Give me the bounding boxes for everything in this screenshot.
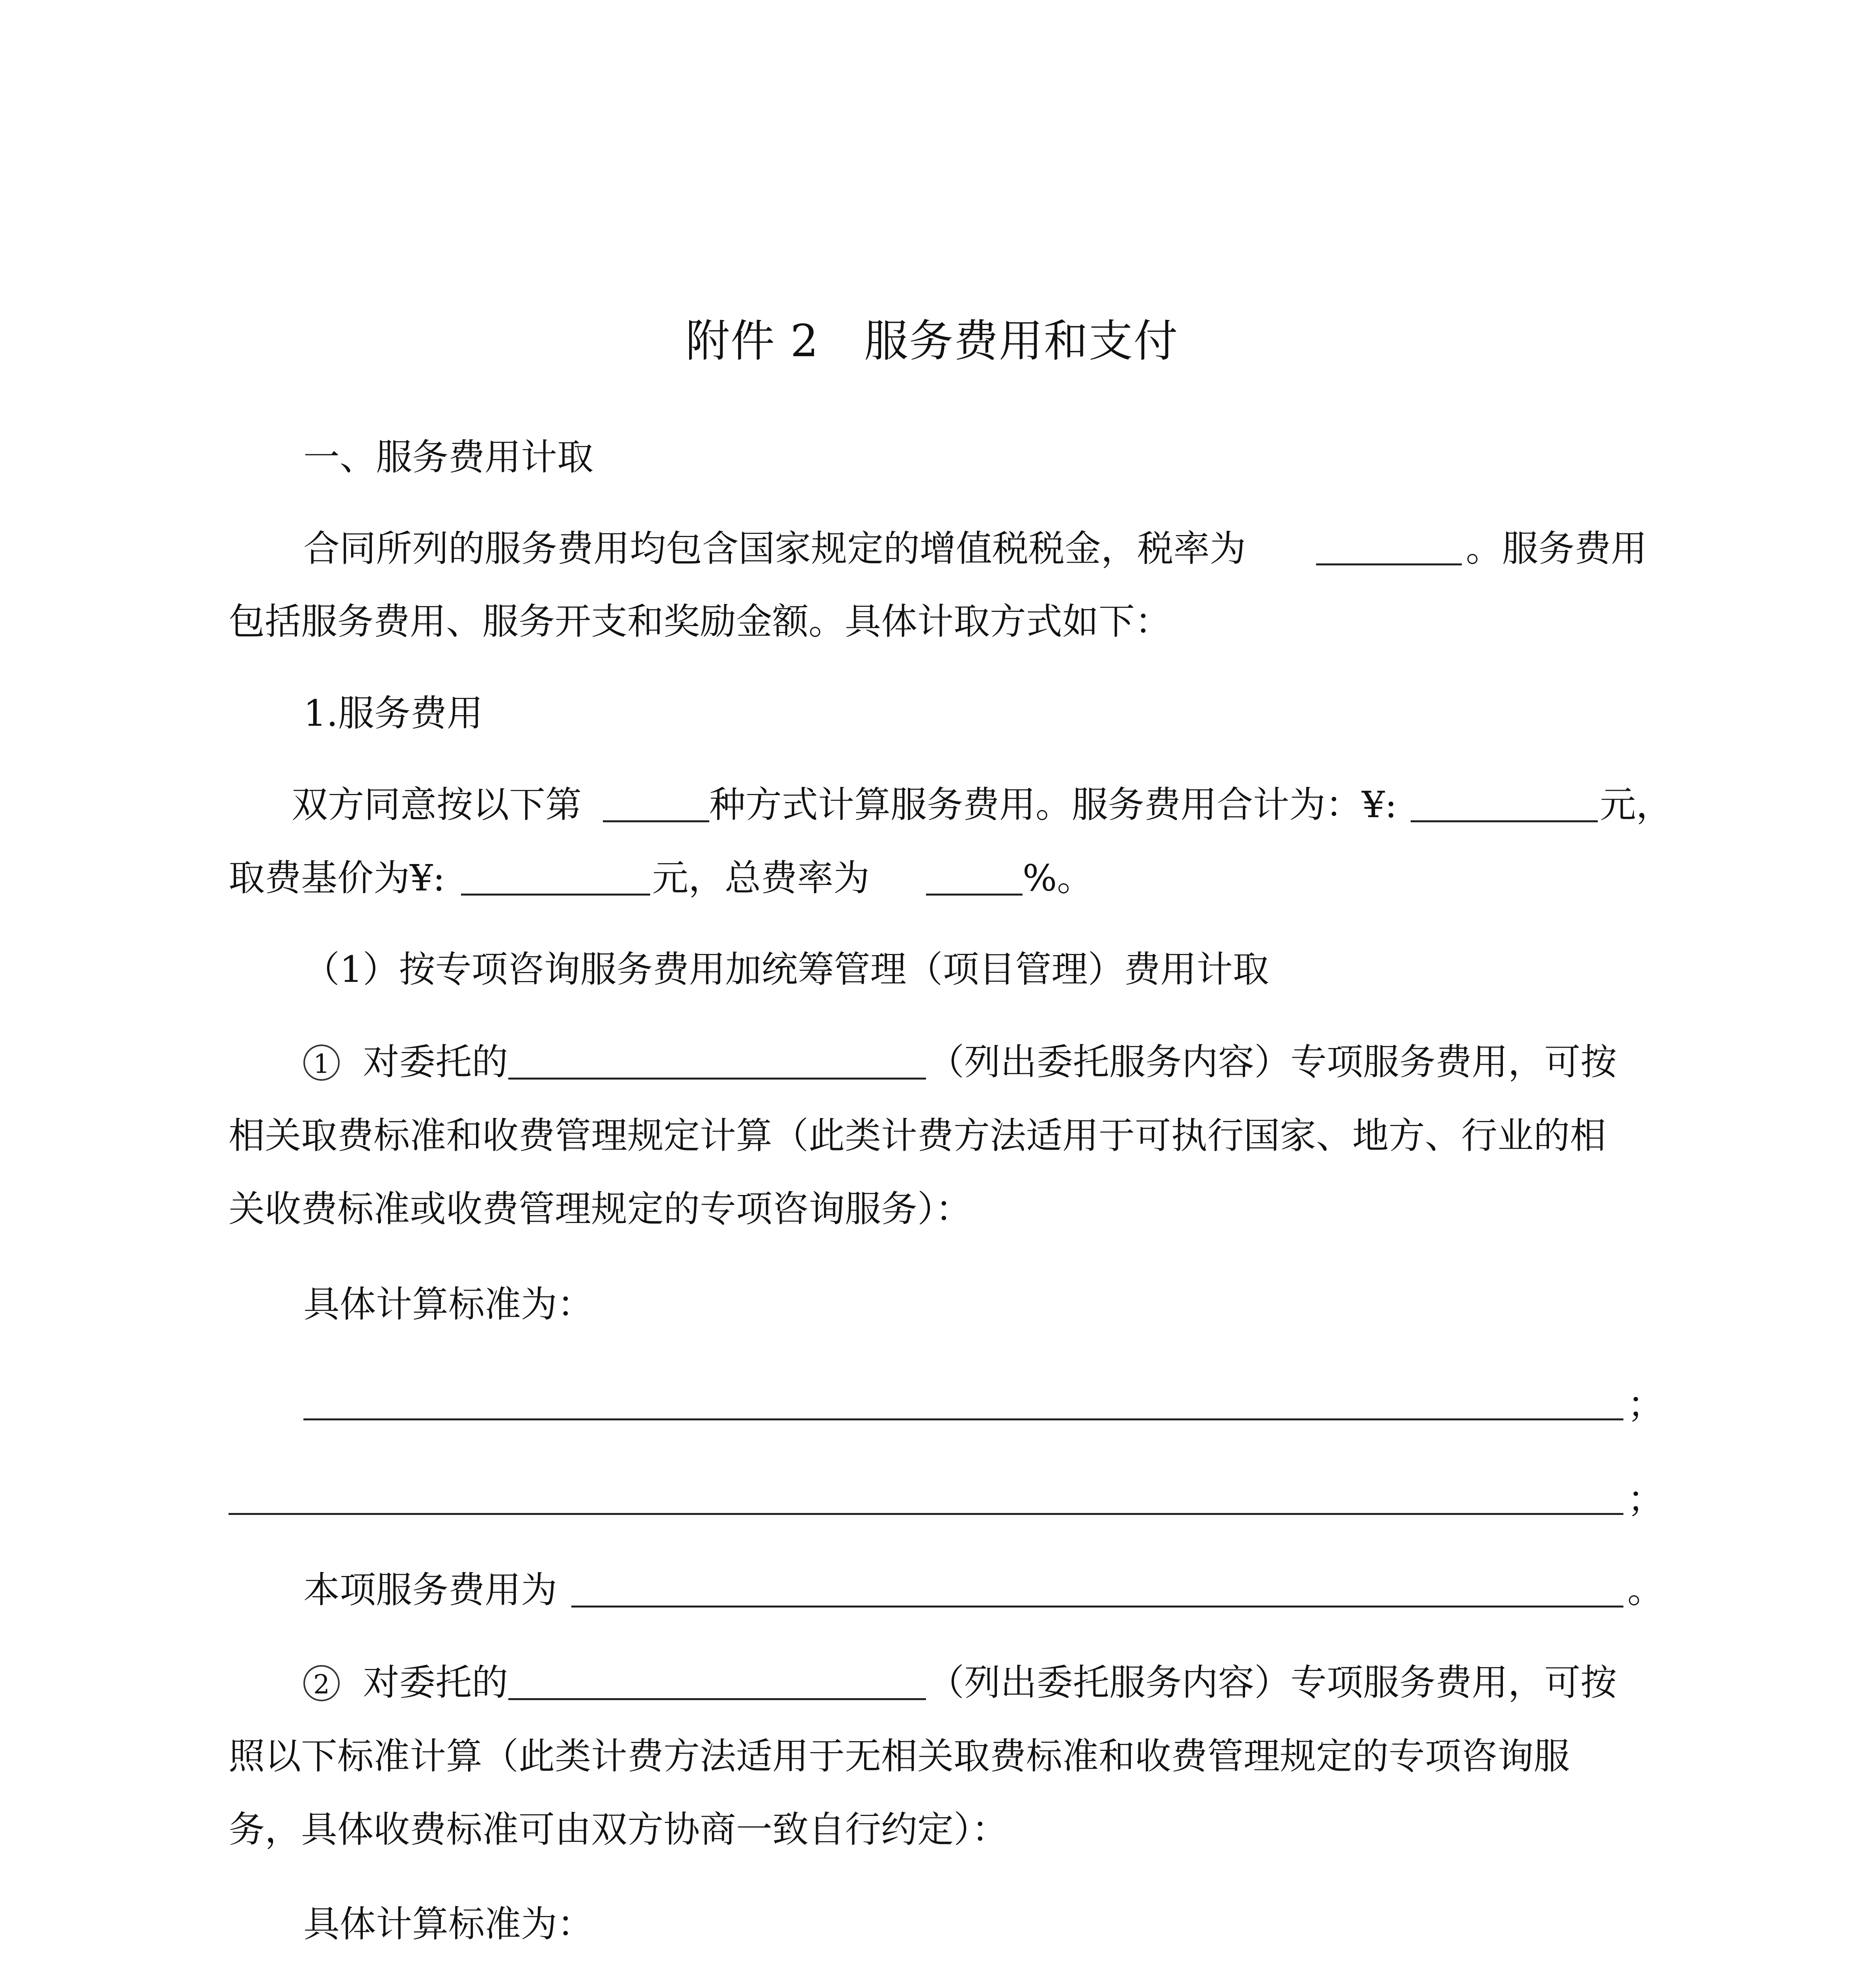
tax-text-a: 合同所列的服务费用均包含国家规定的增值税税金，税率为: [303, 528, 1246, 570]
item-1-period: 。: [1627, 1569, 1664, 1611]
method-text-a: 双方同意按以下第: [292, 784, 582, 826]
method-text-c: 元，: [1600, 784, 1673, 826]
method-number-blank[interactable]: [603, 820, 709, 822]
item-1-semicolon-1: ；: [1627, 1384, 1664, 1426]
tax-text-c: 包括服务费用、服务开支和奖励金额。具体计取方式如下：: [229, 600, 1171, 643]
item-1-standard-blank-2[interactable]: [229, 1513, 1623, 1515]
item-2-standard-label: 具体计算标准为：: [303, 1903, 594, 1945]
method-text-b: 种方式计算服务费用。服务费用合计为：¥:: [709, 784, 1397, 826]
item-1-number-circle: 1: [303, 1044, 340, 1081]
item-1-standard-blank-1[interactable]: [303, 1418, 1623, 1420]
tax-text-b: 。服务费用: [1466, 528, 1647, 570]
item-1-text-d: 关收费标准或收费管理规定的专项咨询服务）：: [229, 1188, 972, 1230]
method-text-d: 取费基价为¥:: [229, 857, 445, 899]
fee-rate-blank[interactable]: [926, 894, 1023, 896]
section-heading: 一、服务费用计取: [303, 436, 594, 478]
method-text-f: %。: [1023, 857, 1093, 899]
total-fee-blank[interactable]: [1411, 820, 1598, 822]
item-1-standard-label: 具体计算标准为：: [303, 1283, 594, 1325]
item-1-text-b: （列出委托服务内容）专项服务费用，可按: [928, 1041, 1617, 1083]
item-1-semicolon-2: ；: [1627, 1478, 1664, 1520]
item-2-line-1: [303, 1661, 508, 1704]
tax-rate-blank[interactable]: [1316, 563, 1462, 565]
item-1-text-a: 对委托的: [363, 1041, 508, 1083]
item-2-text-b: （列出委托服务内容）专项服务费用，可按: [928, 1661, 1617, 1704]
method-1-heading: （1）按专项咨询服务费用加统筹管理（项目管理）费用计取: [303, 948, 1269, 991]
item-2-text-c: 照以下标准计算（此类计费方法适用于无相关取费标准和收费管理规定的专项咨询服: [229, 1735, 1570, 1777]
item-2-content-blank[interactable]: [508, 1698, 926, 1700]
item-2-number-circle: 2: [303, 1665, 340, 1701]
base-price-blank[interactable]: [461, 894, 650, 896]
item-2-text-d: 务，具体收费标准可由双方协商一致自行约定）：: [229, 1808, 1008, 1851]
item-1-fee-label: 本项服务费用为: [303, 1569, 558, 1611]
item-1-content-blank[interactable]: [508, 1078, 926, 1080]
item-2-text-a: 对委托的: [363, 1661, 508, 1704]
subsection-heading: 1.服务费用: [303, 692, 483, 734]
item-1-line-1: [303, 1041, 508, 1083]
item-1-text-c: 相关取费标准和收费管理规定计算（此类计费方法适用于可执行国家、地方、行业的相: [229, 1115, 1606, 1157]
method-text-e: 元，总费率为: [652, 857, 870, 899]
item-1-fee-blank[interactable]: [571, 1606, 1623, 1608]
page-title: 附件 2 服务费用和支付: [686, 316, 1179, 367]
